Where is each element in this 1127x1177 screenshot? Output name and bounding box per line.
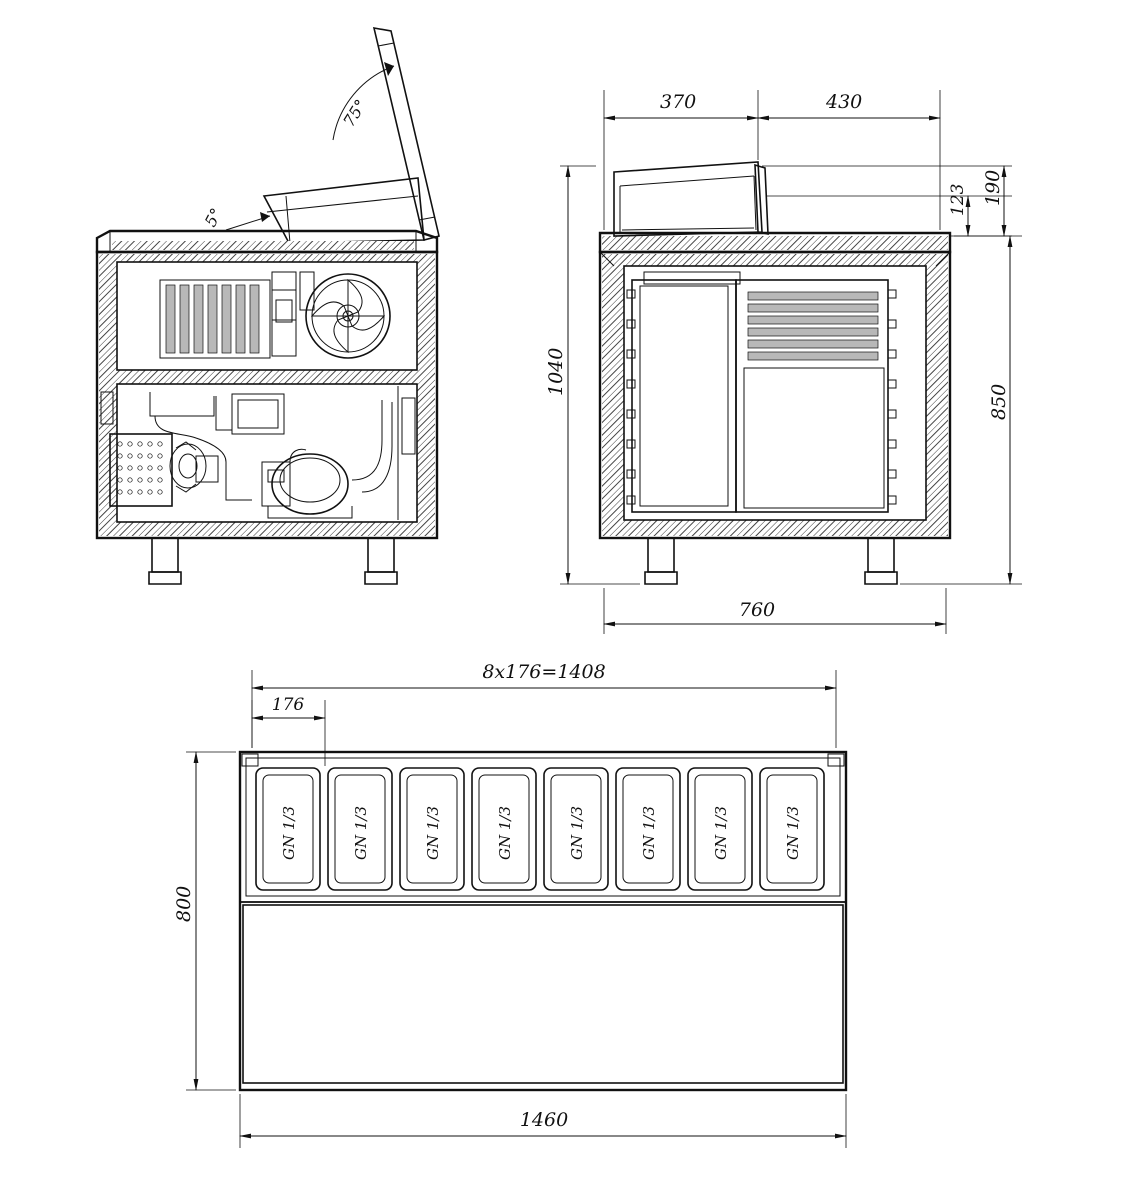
dim-370-430 xyxy=(604,90,940,230)
front-lid-panel xyxy=(614,162,768,236)
gn-pan xyxy=(616,768,680,890)
angle-5-label: 5° xyxy=(200,204,227,230)
dim-1460-label: 1460 xyxy=(519,1109,569,1131)
gn-pan-label: GN 1/3 xyxy=(640,805,658,860)
gn-pan-label: GN 1/3 xyxy=(496,805,514,860)
front-legs xyxy=(645,538,897,584)
dim-1040-label: 1040 xyxy=(545,347,567,396)
angle-75-label: 75° xyxy=(339,96,371,131)
side-evaporator-grille xyxy=(160,280,270,358)
front-section-view xyxy=(545,90,1022,634)
gn-pan-label: GN 1/3 xyxy=(424,805,442,860)
side-machine-compartment xyxy=(110,386,415,520)
dim-123-label: 123 xyxy=(948,183,968,216)
dim-8x176-label: 8x176=1408 xyxy=(482,661,606,683)
gn-pan xyxy=(256,768,320,890)
gn-pan xyxy=(760,768,824,890)
dim-800 xyxy=(173,752,236,1090)
dim-370-label: 370 xyxy=(660,91,697,113)
front-top-slab xyxy=(600,233,950,252)
gn-pan-label: GN 1/3 xyxy=(568,805,586,860)
dim-800-label: 800 xyxy=(173,885,195,922)
front-cabinet-body xyxy=(600,252,950,538)
dim-176-label: 176 xyxy=(271,695,305,715)
gn-pan xyxy=(544,768,608,890)
gn-pan xyxy=(472,768,536,890)
dim-176 xyxy=(252,695,325,766)
side-section-view xyxy=(97,28,439,584)
top-gn-pans xyxy=(256,768,824,890)
dim-850-label: 850 xyxy=(988,383,1010,420)
top-view xyxy=(173,661,846,1148)
gn-pan-label: GN 1/3 xyxy=(712,805,730,860)
gn-pan xyxy=(328,768,392,890)
dim-760-label: 760 xyxy=(738,599,776,621)
gn-pan-label: GN 1/3 xyxy=(352,805,370,860)
front-grille xyxy=(748,292,878,360)
gn-pan xyxy=(400,768,464,890)
side-fan-assembly xyxy=(272,272,390,358)
side-top-slab xyxy=(97,231,437,252)
dim-760 xyxy=(604,588,946,634)
side-open-lid xyxy=(374,28,439,240)
side-cabinet-body xyxy=(97,252,437,538)
dim-190-label: 190 xyxy=(982,169,1004,206)
dim-430-label: 430 xyxy=(826,91,863,113)
gn-pan xyxy=(688,768,752,890)
side-gn-pan xyxy=(264,178,424,243)
side-legs xyxy=(149,538,397,584)
gn-pan-label: GN 1/3 xyxy=(784,805,802,860)
gn-pan-label: GN 1/3 xyxy=(280,805,298,860)
dim-1460 xyxy=(240,1094,846,1148)
dim-8x176 xyxy=(252,661,836,748)
dim-123-190 xyxy=(762,166,1012,236)
